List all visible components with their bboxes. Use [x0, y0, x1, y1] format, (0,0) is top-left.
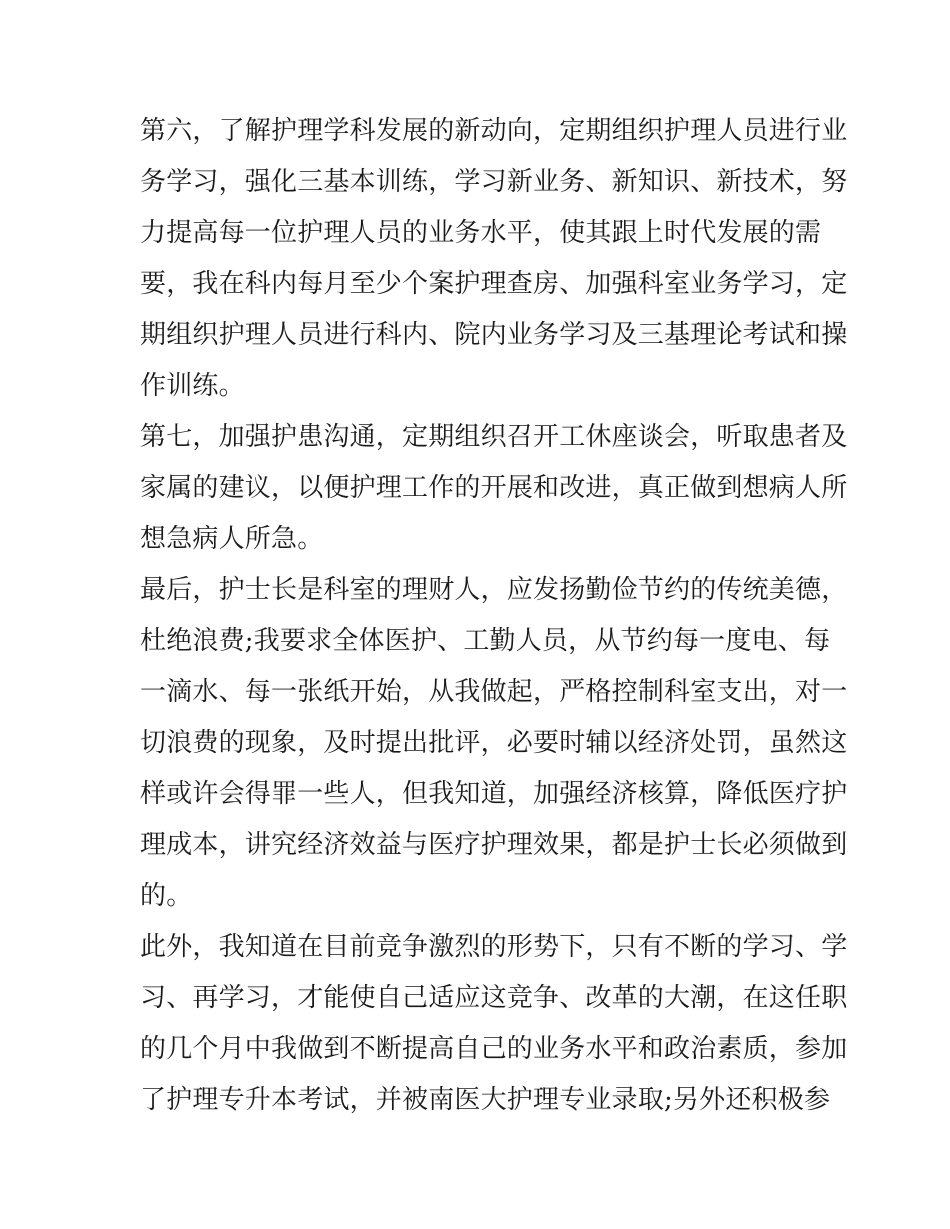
document-body [140, 106, 848, 1126]
text-line: 的几个月中我做到不断提高自己的业务水平和政治素质，参加 [140, 1034, 848, 1064]
paragraph-finally [140, 565, 848, 922]
text-line: 一滴水、每一张纸开始，从我做起，严格控制科室支出，对一 [140, 677, 848, 707]
text-line: 第六，了解护理学科发展的新动向，定期组织护理人员进行业 [140, 116, 848, 146]
text-line: 杜绝浪费;我要求全体医护、工勤人员，从节约每一度电、每 [140, 626, 831, 656]
text-line: 样或许会得罪一些人，但我知道，加强经济核算，降低医疗护 [140, 779, 848, 809]
text-line: 想急病人所急。 [140, 524, 324, 554]
text-line: 家属的建议，以便护理工作的开展和改进，真正做到想病人所 [140, 473, 848, 503]
text-line: 习、再学习，才能使自己适应这竞争、改革的大潮，在这任职 [140, 983, 848, 1013]
text-line: 切浪费的现象，及时提出批评，必要时辅以经济处罚，虽然这 [140, 728, 848, 758]
text-line: 了护理专升本考试，并被南医大护理专业录取;另外还积极参 [140, 1085, 831, 1115]
text-line: 作训练。 [140, 371, 245, 401]
text-line: 要，我在科内每月至少个案护理查房、加强科室业务学习，定 [140, 269, 848, 299]
text-line: 务学习，强化三基本训练，学习新业务、新知识、新技术，努 [140, 167, 848, 197]
text-line: 的。 [140, 881, 193, 911]
text-line: 力提高每一位护理人员的业务水平，使其跟上时代发展的需 [140, 218, 822, 248]
text-line: 期组织护理人员进行科内、院内业务学习及三基理论考试和操 [140, 320, 848, 350]
paragraph-sixth-point [140, 106, 848, 412]
text-line: 此外，我知道在目前竞争激烈的形势下，只有不断的学习、学 [140, 932, 848, 962]
text-line: 理成本，讲究经济效益与医疗护理效果，都是护士长必须做到 [140, 830, 848, 860]
text-line: 第七，加强护患沟通，定期组织召开工休座谈会，听取患者及 [140, 422, 848, 452]
paragraph-seventh-point [140, 412, 848, 565]
paragraph-additionally [140, 922, 848, 1126]
text-line: 最后，护士长是科室的理财人，应发扬勤俭节约的传统美德， [140, 575, 848, 605]
